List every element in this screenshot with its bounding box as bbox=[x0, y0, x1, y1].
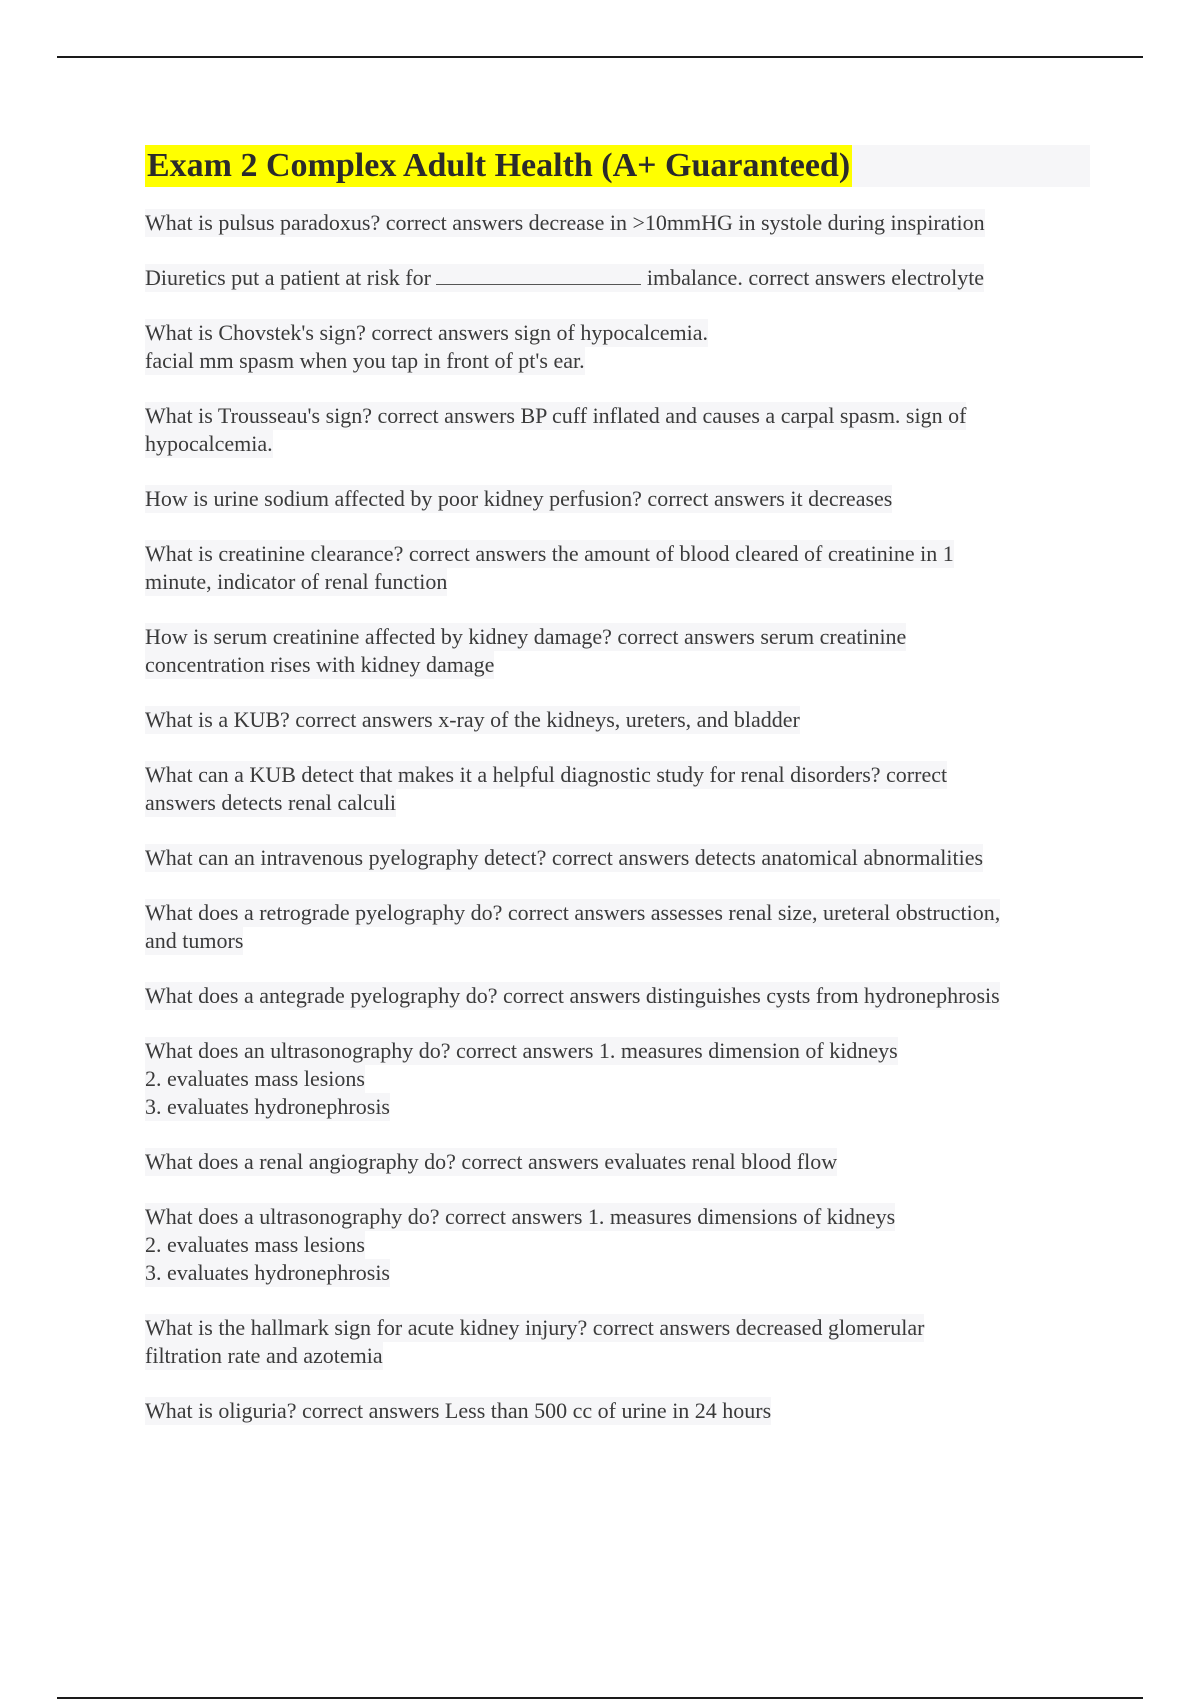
qa-list bbox=[145, 209, 1090, 1425]
qa-line: 2. evaluates mass lesions bbox=[145, 1066, 365, 1091]
qa-line: What is creatinine clearance? correct answers the amount of blood cleared of creatinine in 1 bbox=[145, 541, 954, 566]
qa-item bbox=[145, 1148, 1090, 1176]
qa-line: What does a renal angiography do? correct answers evaluates renal blood flow bbox=[145, 1149, 838, 1174]
qa-line: What is the hallmark sign for acute kidney injury? correct answers decreased glomerular bbox=[145, 1315, 925, 1340]
qa-line: What is oliguria? correct answers Less than 500 cc of urine in 24 hours bbox=[145, 1398, 772, 1423]
qa-item bbox=[145, 540, 1090, 596]
qa-item bbox=[145, 982, 1090, 1010]
qa-item bbox=[145, 844, 1090, 872]
qa-item bbox=[145, 899, 1090, 955]
qa-line: How is urine sodium affected by poor kidney perfusion? correct answers it decreases bbox=[145, 486, 893, 511]
title-row bbox=[145, 145, 1090, 187]
qa-item bbox=[145, 623, 1090, 679]
qa-line: What does an ultrasonography do? correct answers 1. measures dimension of kidneys bbox=[145, 1038, 898, 1063]
qa-line: What does a retrograde pyelography do? correct answers assesses renal size, ureteral obstruction, bbox=[145, 900, 1001, 925]
fill-in-blank bbox=[436, 266, 641, 285]
qa-item bbox=[145, 402, 1090, 458]
qa-item bbox=[145, 761, 1090, 817]
document-title: Exam 2 Complex Adult Health (A+ Guaranteed) bbox=[145, 145, 852, 187]
page-bottom-rule bbox=[57, 1697, 1143, 1699]
qa-item bbox=[145, 1397, 1090, 1425]
qa-item bbox=[145, 1203, 1090, 1287]
qa-line: 2. evaluates mass lesions bbox=[145, 1232, 365, 1257]
qa-line: filtration rate and azotemia bbox=[145, 1343, 383, 1368]
qa-item bbox=[145, 209, 1090, 237]
qa-item bbox=[145, 706, 1090, 734]
qa-line: How is serum creatinine affected by kidney damage? correct answers serum creatinine bbox=[145, 624, 907, 649]
qa-line: What can a KUB detect that makes it a helpful diagnostic study for renal disorders? correct bbox=[145, 762, 948, 787]
qa-line: minute, indicator of renal function bbox=[145, 569, 448, 594]
qa-line: What does a antegrade pyelography do? correct answers distinguishes cysts from hydronephrosis bbox=[145, 983, 1000, 1008]
qa-line: What does a ultrasonography do? correct answers 1. measures dimensions of kidneys bbox=[145, 1204, 896, 1229]
qa-line: hypocalcemia. bbox=[145, 431, 273, 456]
page-top-rule bbox=[57, 56, 1143, 58]
qa-item bbox=[145, 319, 1090, 375]
qa-line: 3. evaluates hydronephrosis bbox=[145, 1094, 390, 1119]
qa-item bbox=[145, 1314, 1090, 1370]
qa-line: and tumors bbox=[145, 928, 244, 953]
qa-item bbox=[145, 485, 1090, 513]
qa-item bbox=[145, 1037, 1090, 1121]
qa-line: What can an intravenous pyelography detect? correct answers detects anatomical abnormalities bbox=[145, 845, 984, 870]
qa-line: What is a KUB? correct answers x-ray of the kidneys, ureters, and bladder bbox=[145, 707, 800, 732]
qa-line: What is pulsus paradoxus? correct answers decrease in >10mmHG in systole during inspiration bbox=[145, 210, 985, 235]
qa-line: concentration rises with kidney damage bbox=[145, 652, 495, 677]
qa-line bbox=[145, 264, 984, 292]
qa-line: answers detects renal calculi bbox=[145, 790, 397, 815]
qa-item bbox=[145, 264, 1090, 292]
qa-text-before-blank: Diuretics put a patient at risk for bbox=[145, 265, 437, 290]
document-body bbox=[145, 145, 1090, 1452]
qa-line: What is Chovstek's sign? correct answers sign of hypocalcemia. bbox=[145, 320, 708, 345]
qa-line: 3. evaluates hydronephrosis bbox=[145, 1260, 390, 1285]
qa-line: What is Trousseau's sign? correct answers BP cuff inflated and causes a carpal spasm. sign of bbox=[145, 403, 967, 428]
qa-text-after-blank: imbalance. correct answers electrolyte bbox=[641, 265, 985, 290]
qa-line: facial mm spasm when you tap in front of pt's ear. bbox=[145, 348, 585, 373]
